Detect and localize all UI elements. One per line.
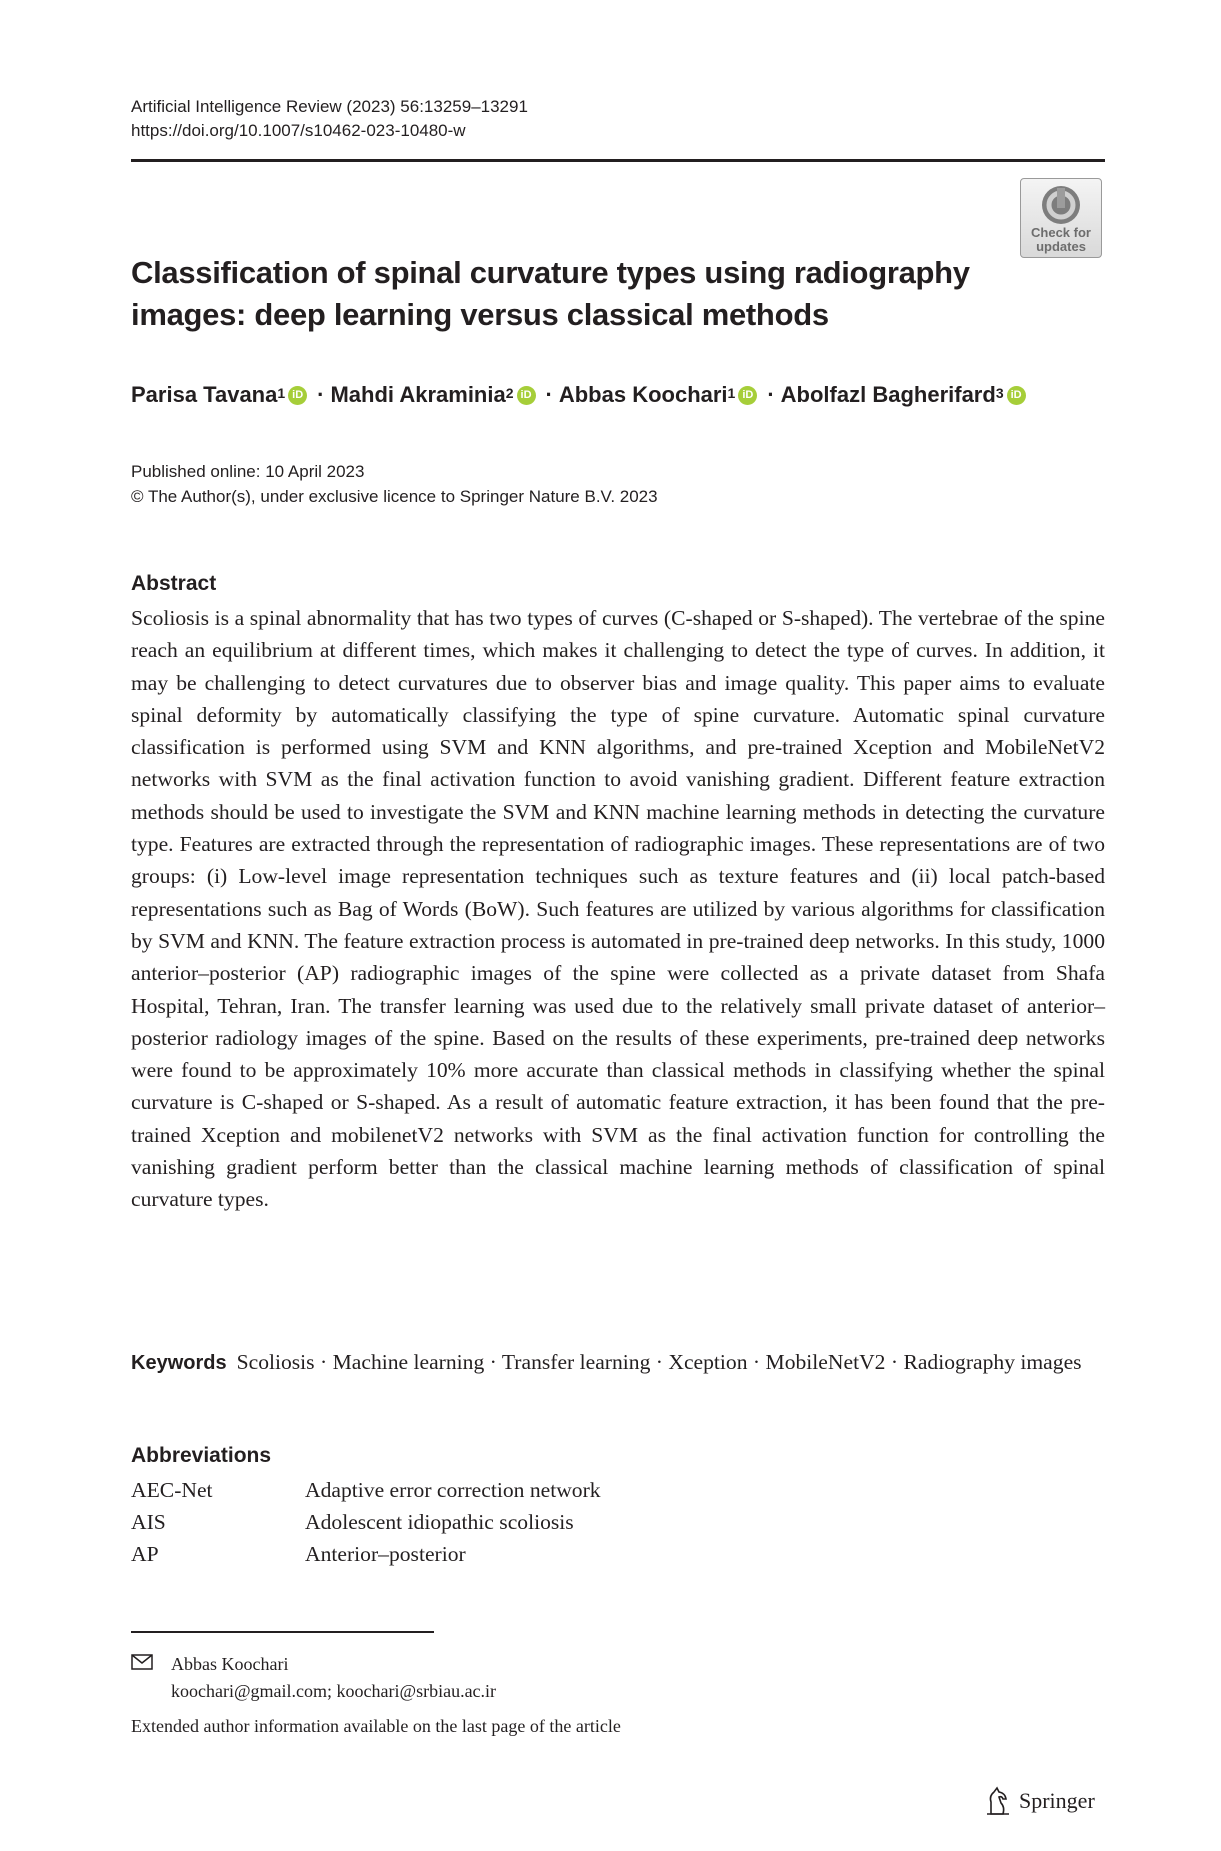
keywords [131,1346,1105,1379]
abbreviation-definition: Adaptive error correction network [305,1478,601,1502]
copyright-notice: © The Author(s), under exclusive licence to Springer Nature B.V. 2023 [131,487,658,506]
abstract-text: Scoliosis is a spinal abnormality that has two types of curves (C-shaped or S-shaped). The vertebrae of the spine reach an equilibrium at different times, which makes it challenging to detect the type of curves. In addition, it may be challenging to detect curvatures due to observer bias and image quality. This paper aims to evaluate spinal deformity by automatically classifying the type of spine curvature. Automatic spinal curvature classification is performed using SVM and KNN algorithms, and pre-trained Xception and MobileNetV2 networks with SVM as the final activation function to avoid vanishing gradient. Different feature extraction methods should be used to investigate the SVM and KNN machine learning methods in detecting the curvature type. Features are extracted through the representation of radiographic images. These representations are of two groups: (i) Low-level image representation techniques such as texture features and (ii) local patch-based representations such as Bag of Words (BoW). Such features are utilized by various algorithms for classification by SVM and KNN. The feature extraction process is automated in pre-trained deep networks. In this study, 1000 anterior–posterior (AP) radiographic images of the spine were collected as a private dataset from Shafa Hospital, Tehran, Iran. The transfer learning was used due to the relatively small private dataset of anterior–posterior radiology images of the spine. Based on the results of these experiments, pre-trained deep networks were found to be approximately 10% more accurate than classical methods in classifying whether the spinal curvature is C-shaped or S-shaped. As a result of automatic feature extraction, it has been found that the pre-trained Xception and mobilenetV2 networks with SVM as the final activation function for controlling the vanishing gradient perform better than the classical machine learning methods of classification of spinal curvature types. [131,606,1105,1212]
affiliation-mark: 3 [995,385,1004,401]
badge-label-2: updates [1036,239,1086,254]
abbreviation-term: AIS [131,1510,166,1534]
footnote-rule [131,1631,434,1633]
abbreviations-table [131,1474,601,1570]
affiliation-mark: 1 [727,385,736,401]
affiliation-mark: 1 [277,385,286,401]
abbreviation-term: AP [131,1542,159,1566]
header-rule [131,159,1105,162]
abbreviations-heading: Abbreviations [131,1444,272,1467]
orcid-icon[interactable]: iD [288,386,307,405]
keywords-heading: Keywords [131,1352,227,1374]
envelope-icon [131,1651,171,1678]
orcid-icon[interactable]: iD [1007,386,1026,405]
abstract-heading: Abstract [131,572,217,595]
affiliation-mark: 2 [505,385,514,401]
extended-author-info: Extended author information available on the last page of the article [131,1716,621,1736]
journal-header [131,95,528,143]
abbreviation-definition: Adolescent idiopathic scoliosis [305,1510,574,1534]
orcid-icon[interactable]: iD [517,386,536,405]
abbreviation-definition: Anterior–posterior [305,1542,466,1566]
publisher-logo[interactable] [985,1786,1095,1816]
corresponding-email[interactable]: koochari@gmail.com; koochari@srbiau.ac.ir [171,1681,497,1701]
correspondence [131,1651,496,1705]
article-title: Classification of spinal curvature types using radiography images: deep learning versus classical methods [131,255,970,332]
author-name: Mahdi Akraminia [330,382,506,407]
published-date: Published online: 10 April 2023 [131,462,365,481]
crossmark-icon [1040,184,1082,226]
author-name: Abbas Koochari [558,382,728,407]
author-separator: · [767,382,775,407]
orcid-icon[interactable]: iD [738,386,757,405]
badge-label-1: Check for [1031,225,1091,240]
author-name: Abolfazl Bagherifard [780,382,996,407]
publisher-name: Springer [1019,1788,1095,1813]
journal-citation: Artificial Intelligence Review (2023) 56:13259–13291 [131,97,528,116]
springer-horse-icon [985,1786,1011,1816]
abbreviation-term: AEC-Net [131,1478,213,1502]
table-row [131,1506,601,1538]
table-row [131,1538,601,1570]
author-list [131,382,1030,408]
author-separator: · [317,382,325,407]
corresponding-author: Abbas Koochari [171,1654,289,1674]
doi-link[interactable]: https://doi.org/10.1007/s10462-023-10480-w [131,121,466,140]
keywords-list: Scoliosis · Machine learning · Transfer learning · Xception · MobileNetV2 · Radiography images [236,1350,1082,1374]
publication-info [131,459,658,509]
author-name: Parisa Tavana [131,382,278,407]
check-for-updates-badge[interactable] [1020,178,1102,258]
author-separator: · [545,382,553,407]
table-row [131,1474,601,1506]
